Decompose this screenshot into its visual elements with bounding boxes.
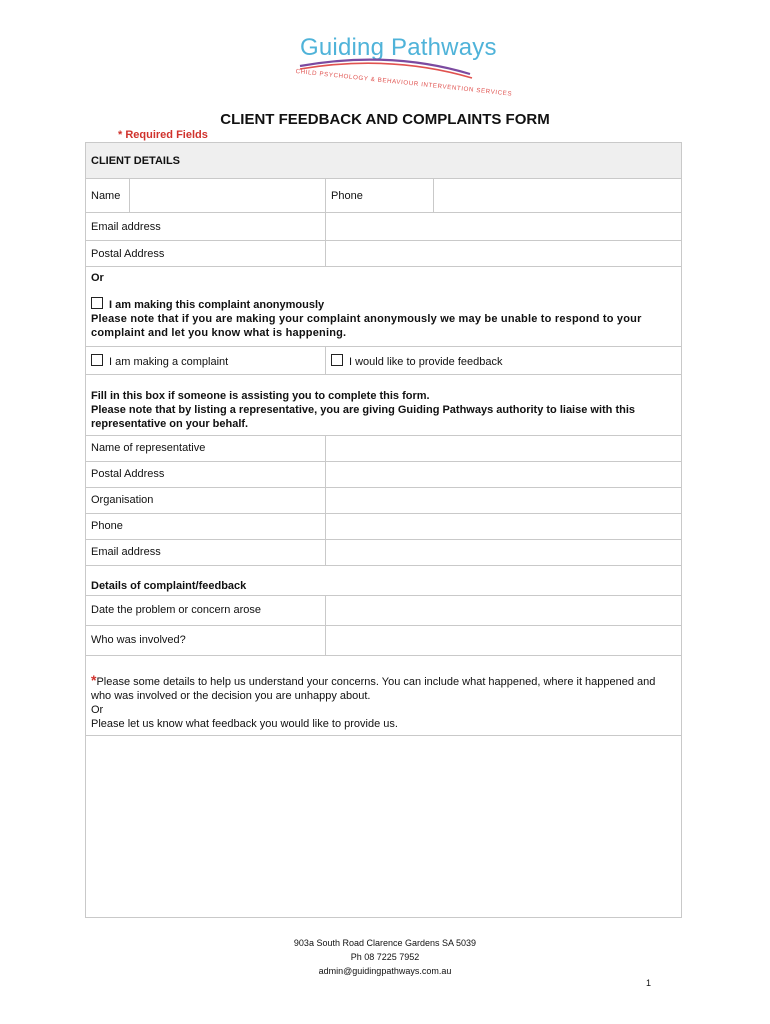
required-mark: * (91, 672, 97, 688)
client-details-header: CLIENT DETAILS (86, 143, 682, 179)
postal-address-field[interactable] (326, 241, 682, 267)
email-label: Email address (86, 213, 326, 241)
feedback-option-label: I would like to provide feedback (349, 355, 503, 368)
representative-postal-field[interactable] (326, 461, 682, 487)
phone-label: Phone (326, 179, 434, 213)
logo (0, 28, 770, 98)
representative-postal-label: Postal Address (86, 461, 326, 487)
feedback-checkbox[interactable] (331, 354, 343, 366)
anonymous-note: Please note that if you are making your complaint anonymously we may be unable to respond to your complaint and let you know what is happening. (91, 313, 642, 339)
logo-tagline: CHILD PSYCHOLOGY & BEHAVIOUR INTERVENTION SERVICES (295, 68, 513, 98)
phone-field[interactable] (434, 179, 682, 213)
representative-phone-field[interactable] (326, 513, 682, 539)
footer (0, 936, 770, 978)
representative-org-field[interactable] (326, 487, 682, 513)
representative-intro: Fill in this box if someone is assisting you to complete this form. (91, 389, 430, 402)
representative-email-label: Email address (86, 539, 326, 565)
involved-label: Who was involved? (86, 625, 326, 655)
or-label: Or (91, 272, 104, 284)
involved-field[interactable] (326, 625, 682, 655)
page-number: 1 (646, 978, 652, 988)
representative-name-field[interactable] (326, 435, 682, 461)
details-prompt: *Please some details to help us understand your concerns. You can include what happened, where it happened and who was involved or the decision you are unhappy about. (91, 672, 656, 702)
anonymous-checkbox-row[interactable] (91, 297, 676, 312)
footer-address: 903a South Road Clarence Gardens SA 5039 (293, 938, 477, 948)
footer-phone: Ph 08 7225 7952 (350, 952, 420, 962)
name-field[interactable] (130, 179, 326, 213)
required-fields-note: * Required Fields (118, 129, 208, 141)
name-label: Name (86, 179, 130, 213)
feedback-form (85, 142, 682, 918)
feedback-option[interactable] (326, 347, 682, 375)
email-field[interactable] (326, 213, 682, 241)
complaint-checkbox[interactable] (91, 354, 103, 366)
representative-org-label: Organisation (86, 487, 326, 513)
details-header: Details of complaint/feedback (86, 577, 682, 595)
date-label: Date the problem or concern arose (86, 595, 326, 625)
details-prompt-or: Or (91, 704, 104, 716)
representative-email-field[interactable] (326, 539, 682, 565)
anonymous-checkbox[interactable] (91, 297, 103, 309)
footer-email: admin@guidingpathways.com.au (318, 966, 452, 976)
representative-phone-label: Phone (86, 513, 326, 539)
complaint-option-label: I am making a complaint (109, 355, 229, 368)
date-field[interactable] (326, 595, 682, 625)
postal-address-label: Postal Address (86, 241, 326, 267)
complaint-option[interactable] (86, 347, 326, 375)
representative-authority-note: Please note that by listing a representative, you are giving Guiding Pathways authority to liaise with this representative on your behalf. (91, 403, 636, 430)
logo-name: Guiding Pathways (300, 34, 497, 61)
page-title: CLIENT FEEDBACK AND COMPLAINTS FORM (220, 111, 550, 128)
details-textarea[interactable] (86, 736, 682, 918)
representative-name-label: Name of representative (86, 435, 326, 461)
anonymous-checkbox-label: I am making this complaint anonymously (109, 299, 325, 311)
details-prompt-feedback: Please let us know what feedback you would like to provide us. (91, 718, 398, 730)
